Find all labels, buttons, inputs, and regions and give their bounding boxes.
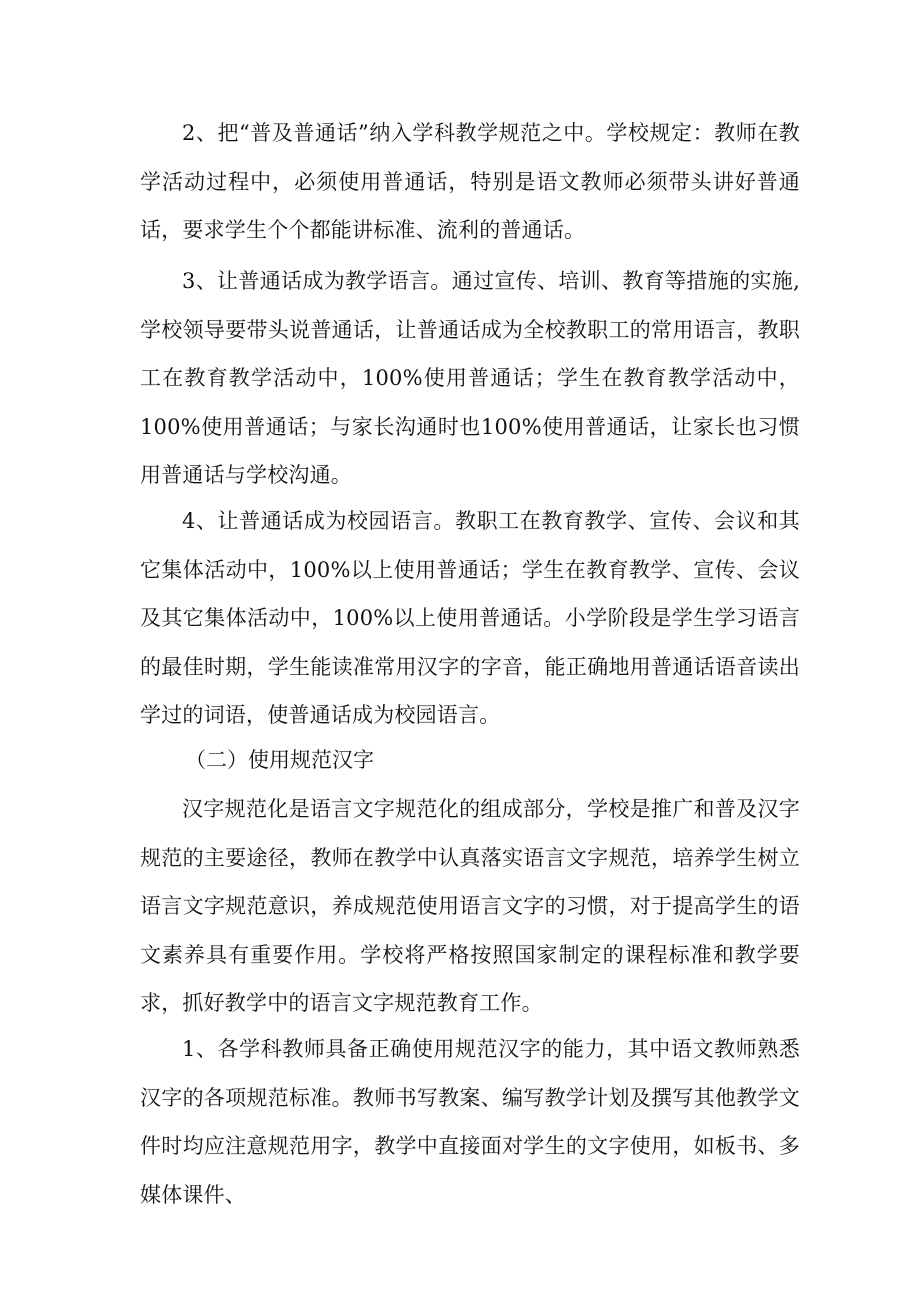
paragraph-promote-putonghua-in-teaching: 2、把“普及普通话”纳入学科教学规范之中。学校规定：教师在教学活动过程中，必须使用普通话，特别是语文教师必须带头讲好普通话，要求学生个个都能讲标准、流利的普通话。 [140,121,800,242]
paragraph-character-standardization: 汉字规范化是语言文字规范化的组成部分，学校是推广和普及汉字规范的主要途径，教师在教学中认真落实语言文字规范，培养学生树立语言文字规范意识，养成规范使用语言文字的习惯，对于提高学生的语文素养具有重要作用。学校将严格按照国家制定的课程标准和教学要求，抓好教学中的语言文字规范教育工作。 [140,797,800,1015]
paragraph-teacher-character-ability: 1、各学科教师具备正确使用规范汉字的能力，其中语文教师熟悉汉字的各项规范标准。教师书写教案、编写教学计划及撰写其他教学文件时均应注意规范用字，教学中直接面对学生的文字使用，如板书、多媒体课件、 [140,1037,800,1207]
paragraph-putonghua-as-teaching-language: 3、让普通话成为教学语言。通过宣传、培训、教育等措施的实施,学校领导要带头说普通话，让普通话成为全校教职工的常用语言，教职工在教育教学活动中，100%使用普通话；学生在教育教学活动中，100%使用普通话；与家长沟通时也100%使用普通话，让家长也习惯用普通话与学校沟通。 [140,269,800,487]
section-heading-standard-characters: （二）使用规范汉字 [185,748,374,772]
paragraph-putonghua-as-campus-language: 4、让普通话成为校园语言。教职工在教育教学、宣传、会议和其它集体活动中，100%以上使用普通话；学生在教育教学、宣传、会议及其它集体活动中，100%以上使用普通话。小学阶段是学生学习语言的最佳时期，学生能读准常用汉字的字音，能正确地用普通话语音读出学过的词语，使普通话成为校园语言。 [140,509,800,727]
